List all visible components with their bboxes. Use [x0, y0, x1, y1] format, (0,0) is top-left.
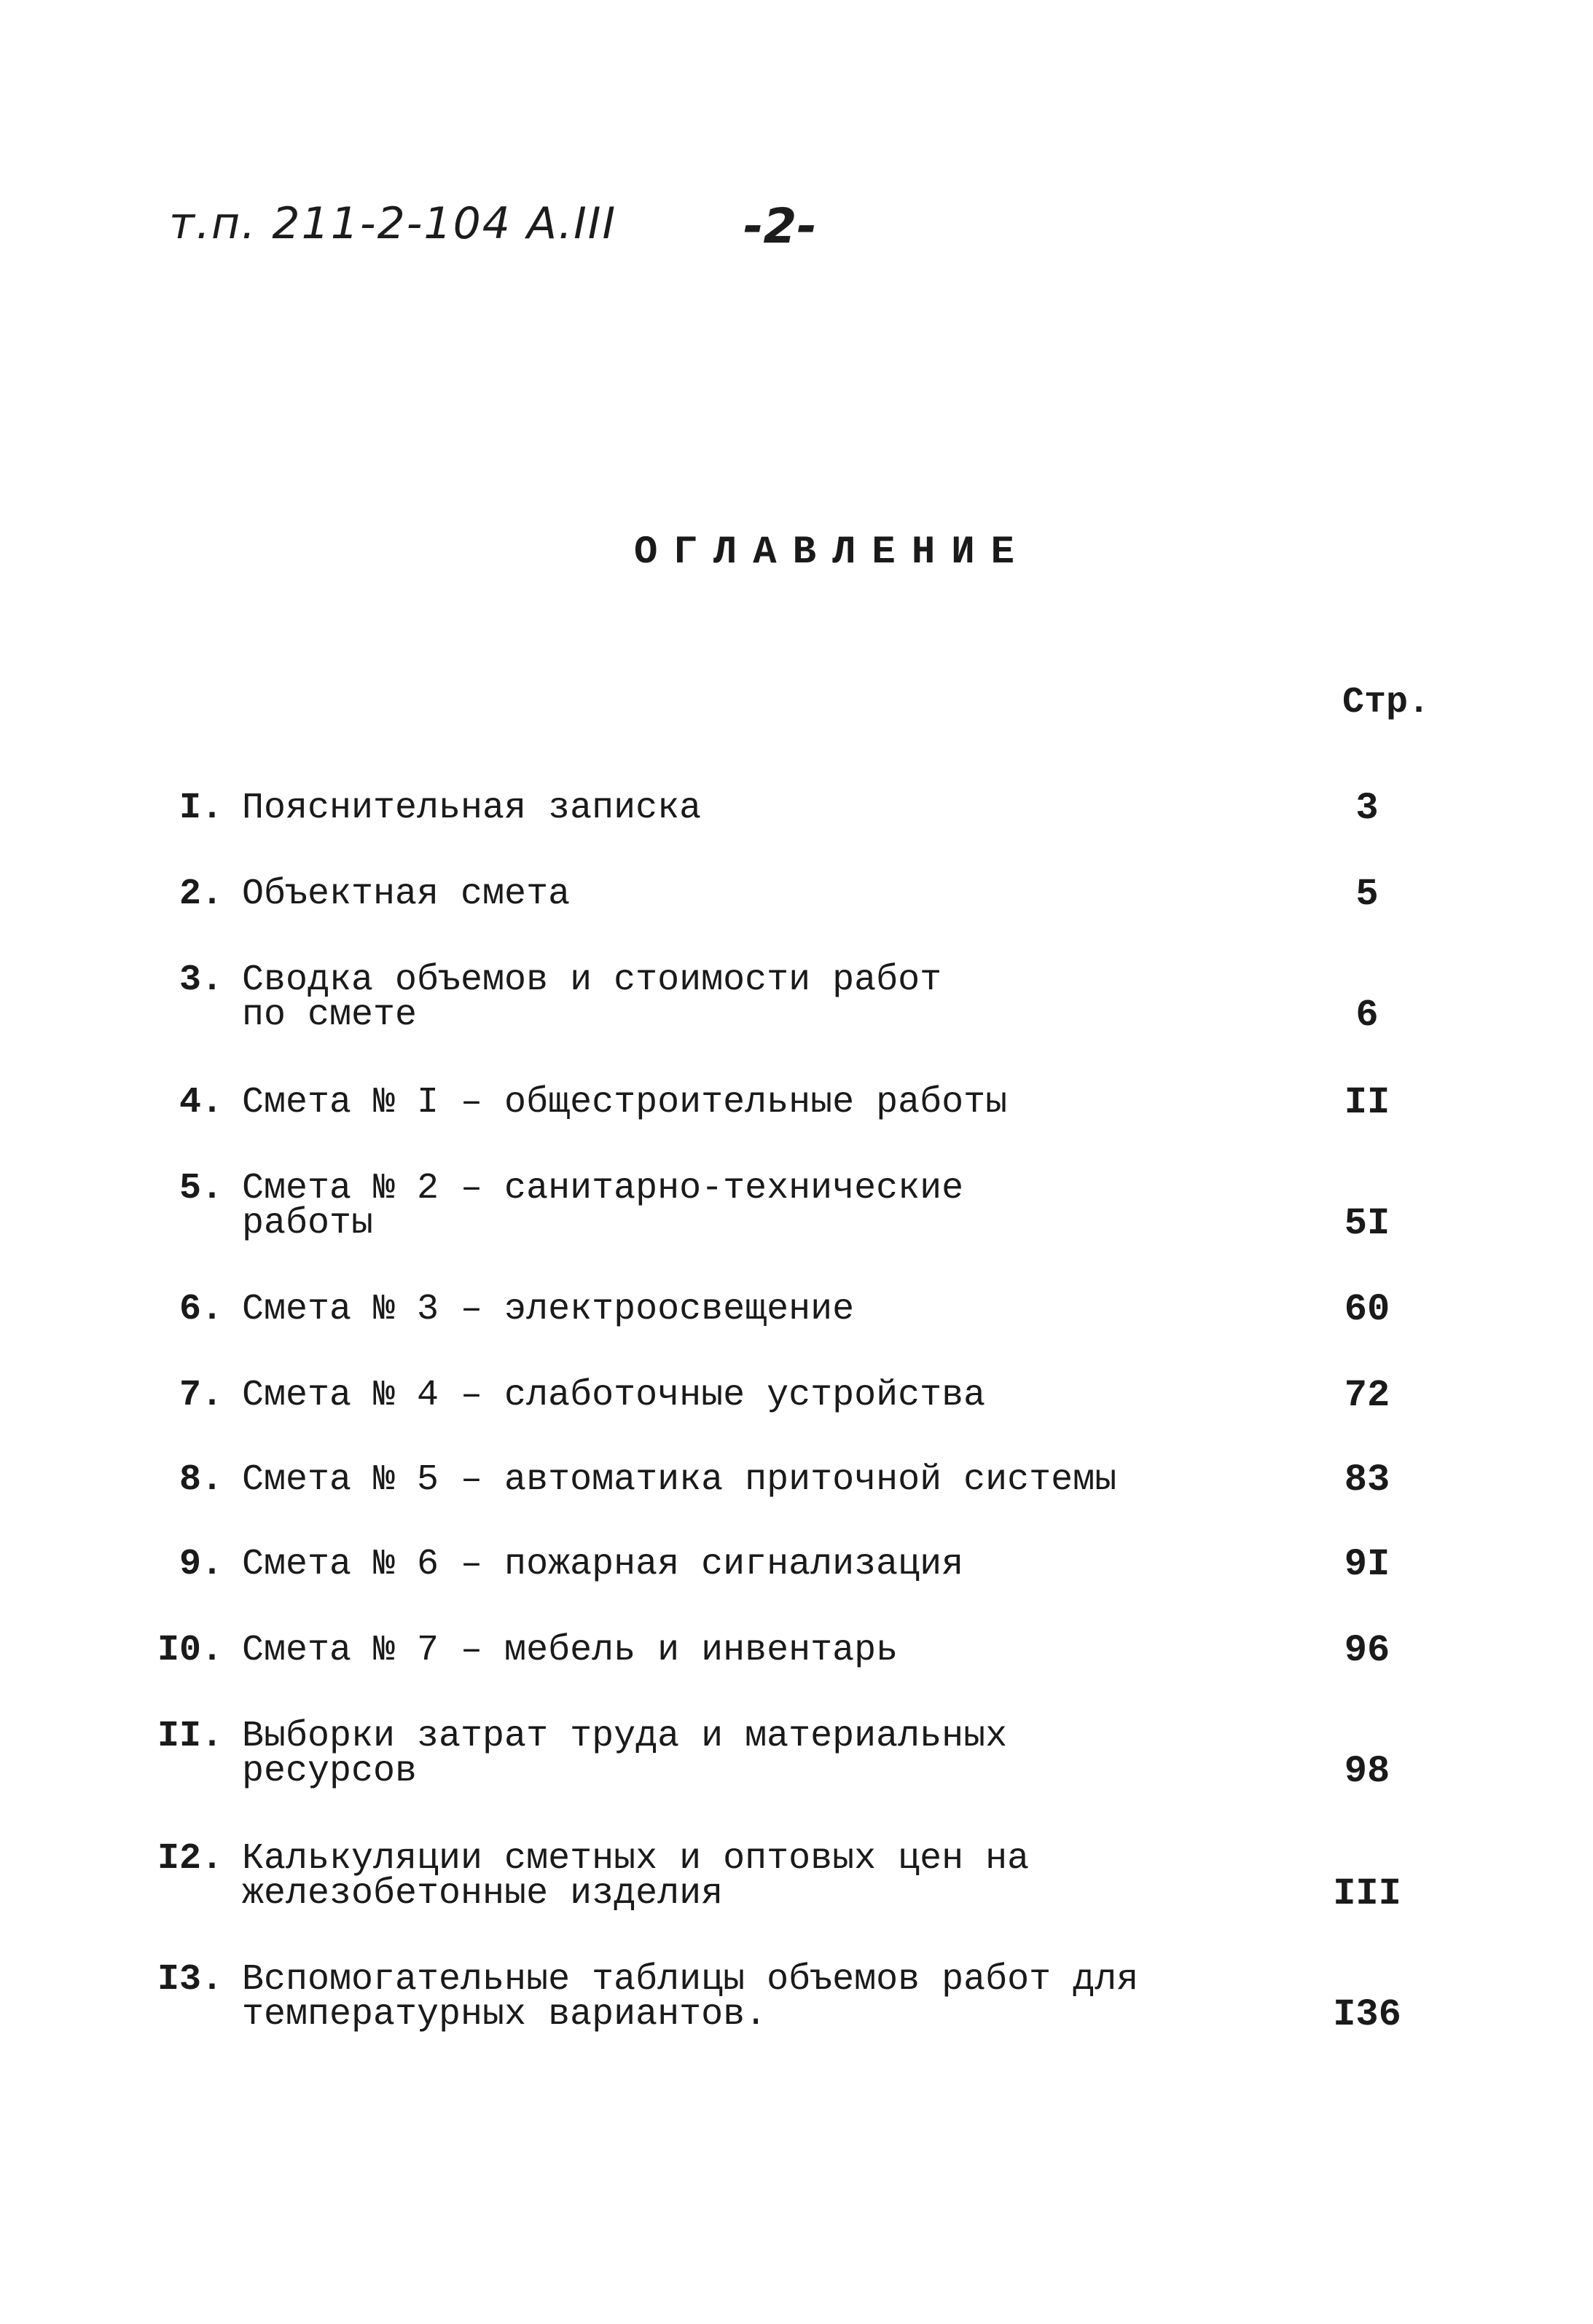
toc-item-text: Вспомогательные таблицы объемов работ для температурных вариантов.: [242, 1959, 1139, 2036]
toc-item-number: 5.: [179, 1168, 223, 1209]
toc-item-text: Объектная смета: [242, 874, 571, 915]
toc-item-number: 9.: [179, 1544, 223, 1585]
toc-item-page: 72: [1344, 1374, 1390, 1417]
toc-item-text: Сводка объемов и стоимости работ по смете: [242, 959, 942, 1036]
toc-item-text: Смета № 6 – пожарная сигнализация: [242, 1544, 964, 1585]
toc-item-number: 3.: [179, 959, 223, 1001]
toc-item-text: Калькуляции сметных и оптовых цен на железобетонные изделия: [242, 1838, 1030, 1915]
toc-item-text: Смета № I – общестроительные работы: [242, 1082, 1008, 1123]
toc-item-number: I.: [179, 788, 223, 829]
toc-item-number: 7.: [179, 1375, 223, 1416]
toc-item-page: 60: [1344, 1288, 1390, 1331]
document-reference: т.п. 211-2-104 А.III: [169, 198, 617, 249]
toc-title: ОГЛАВЛЕНИЕ: [634, 530, 1031, 575]
toc-item-page: II: [1344, 1081, 1390, 1124]
toc-item-number: I0.: [157, 1630, 223, 1671]
toc-item-number: 6.: [179, 1289, 223, 1330]
toc-item-page: 5I: [1344, 1202, 1390, 1245]
toc-item-number: I2.: [157, 1838, 223, 1880]
toc-item-text: Смета № 3 – электроосвещение: [242, 1289, 855, 1330]
toc-item-text: Смета № 2 – санитарно-технические работы: [242, 1168, 964, 1244]
toc-item-page: 5: [1355, 873, 1379, 916]
toc-item-page: III: [1333, 1872, 1401, 1915]
toc-item-text: Пояснительная записка: [242, 788, 702, 829]
toc-item-number: 8.: [179, 1459, 223, 1501]
toc-item-page: 96: [1344, 1629, 1390, 1672]
toc-item-page: I36: [1333, 1993, 1401, 2036]
toc-item-number: 2.: [179, 874, 223, 915]
toc-item-page: 6: [1355, 994, 1379, 1037]
toc-item-page: 83: [1344, 1459, 1390, 1501]
toc-item-text: Смета № 5 – автоматика приточной системы: [242, 1459, 1117, 1501]
toc-item-number: I3.: [157, 1959, 223, 2001]
toc-item-text: Смета № 7 – мебель и инвентарь: [242, 1630, 899, 1671]
page-column-label: Стр.: [1342, 682, 1430, 723]
toc-item-page: 9I: [1344, 1543, 1390, 1586]
page-number: -2-: [743, 198, 817, 254]
toc-item-number: II.: [157, 1716, 223, 1757]
toc-item-page: 3: [1355, 787, 1379, 830]
toc-item-page: 98: [1344, 1750, 1390, 1793]
toc-item-text: Выборки затрат труда и материальных ресурсов: [242, 1716, 1008, 1792]
toc-item-number: 4.: [179, 1082, 223, 1123]
toc-item-text: Смета № 4 – слаботочные устройства: [242, 1375, 986, 1416]
